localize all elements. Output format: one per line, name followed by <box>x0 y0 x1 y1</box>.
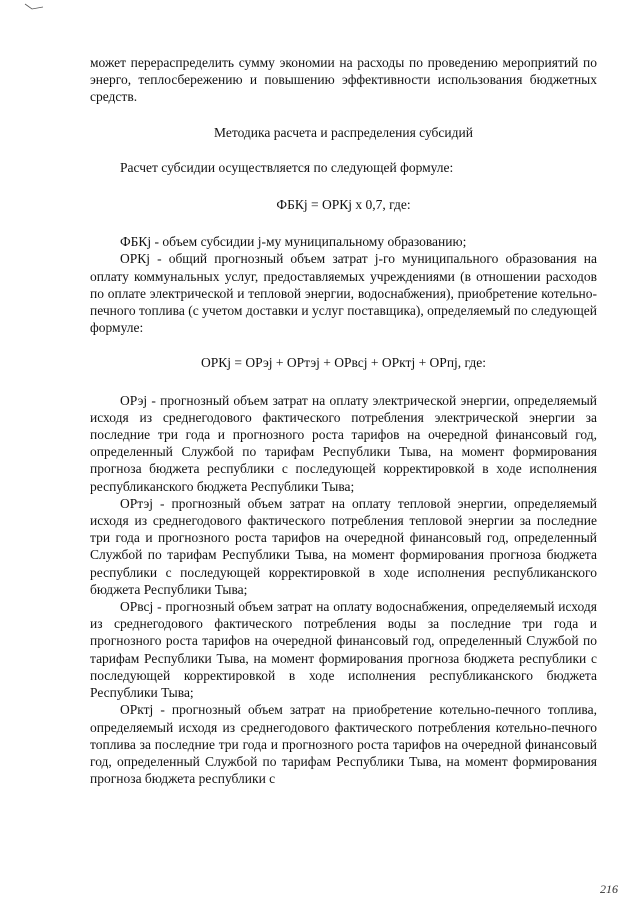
formula-ork: ОРКj = ОРэj + ОРтэj + ОРвсj + ОРктj + ОРпj, где: <box>200 355 487 371</box>
paragraph-calc-intro: Расчет субсидии осуществляется по следующей формуле: <box>120 159 454 175</box>
document-page <box>90 54 597 787</box>
definition-ortej: ОРтэj - прогнозный объем затрат на оплату тепловой энергии, определяемый исходя из среднегодового фактического потребления тепловой энергии за последние три года и прогнозного роста тарифов на очередной финансовый год, определенный Службой по тарифам Республики Тыва, на момент формирования прогноза бюджета республики с последующей корректировкой в ходе исполнения республиканского бюджета Республики Тыва; <box>90 495 597 597</box>
section-title: Методика расчета и распределения субсидий <box>214 124 473 140</box>
paragraph-intro-continuation: может перераспределить сумму экономии на расходы по проведению мероприятий по энерго, теплосбережению и повышению эффективности использования бюджетных средств. <box>90 55 597 105</box>
definition-fbk: ФБКj - объем субсидии j-му муниципальному образованию; <box>120 234 467 250</box>
definition-orej: ОРэj - прогнозный объем затрат на оплату электрической энергии, определяемый исходя из среднегодового фактического потребления электрической энергии за последние три года и прогнозного роста тарифов на очередной финансовый год, определенный Службой по тарифам Республики Тыва, на момент формирования прогноза бюджета республики с последующей корректировкой в ходе исполнения республиканского бюджета Республики Тыва; <box>90 392 597 494</box>
definition-orvsj: ОРвсj - прогнозный объем затрат на оплату водоснабжения, определяемый исходя из среднегодового фактического потребления воды за последние три года и прогнозного роста тарифов на очередной финансовый год, определенный Службой по тарифам Республики Тыва, на момент формирования прогноза бюджета республики с последующей корректировкой в ходе исполнения республиканского бюджета Республики Тыва; <box>90 599 597 701</box>
scan-mark <box>24 2 44 12</box>
definition-ork: ОРКj - общий прогнозный объем затрат j-го муниципального образования на оплату коммунальных услуг, предоставляемых учреждениями (в отношении расходов по оплате электрической и тепловой энергии, водоснабжения), приобретение котельно-печного топлива (с учетом доставки и услуг поставщика), определяемый по следующей формуле: <box>90 251 597 336</box>
definition-orktj: ОРктj - прогнозный объем затрат на приобретение котельно-печного топлива, определяемый исходя из среднегодового фактического потребления котельно-печного топлива за последние три года и прогнозного роста тарифов на очередной финансовый год, определенный Службой по тарифам Республики Тыва, на момент формирования прогноза бюджета республики с <box>90 702 597 787</box>
formula-subsidy: ФБКj = ОРКj х 0,7, где: <box>276 197 411 213</box>
page-number: 216 <box>600 882 618 896</box>
